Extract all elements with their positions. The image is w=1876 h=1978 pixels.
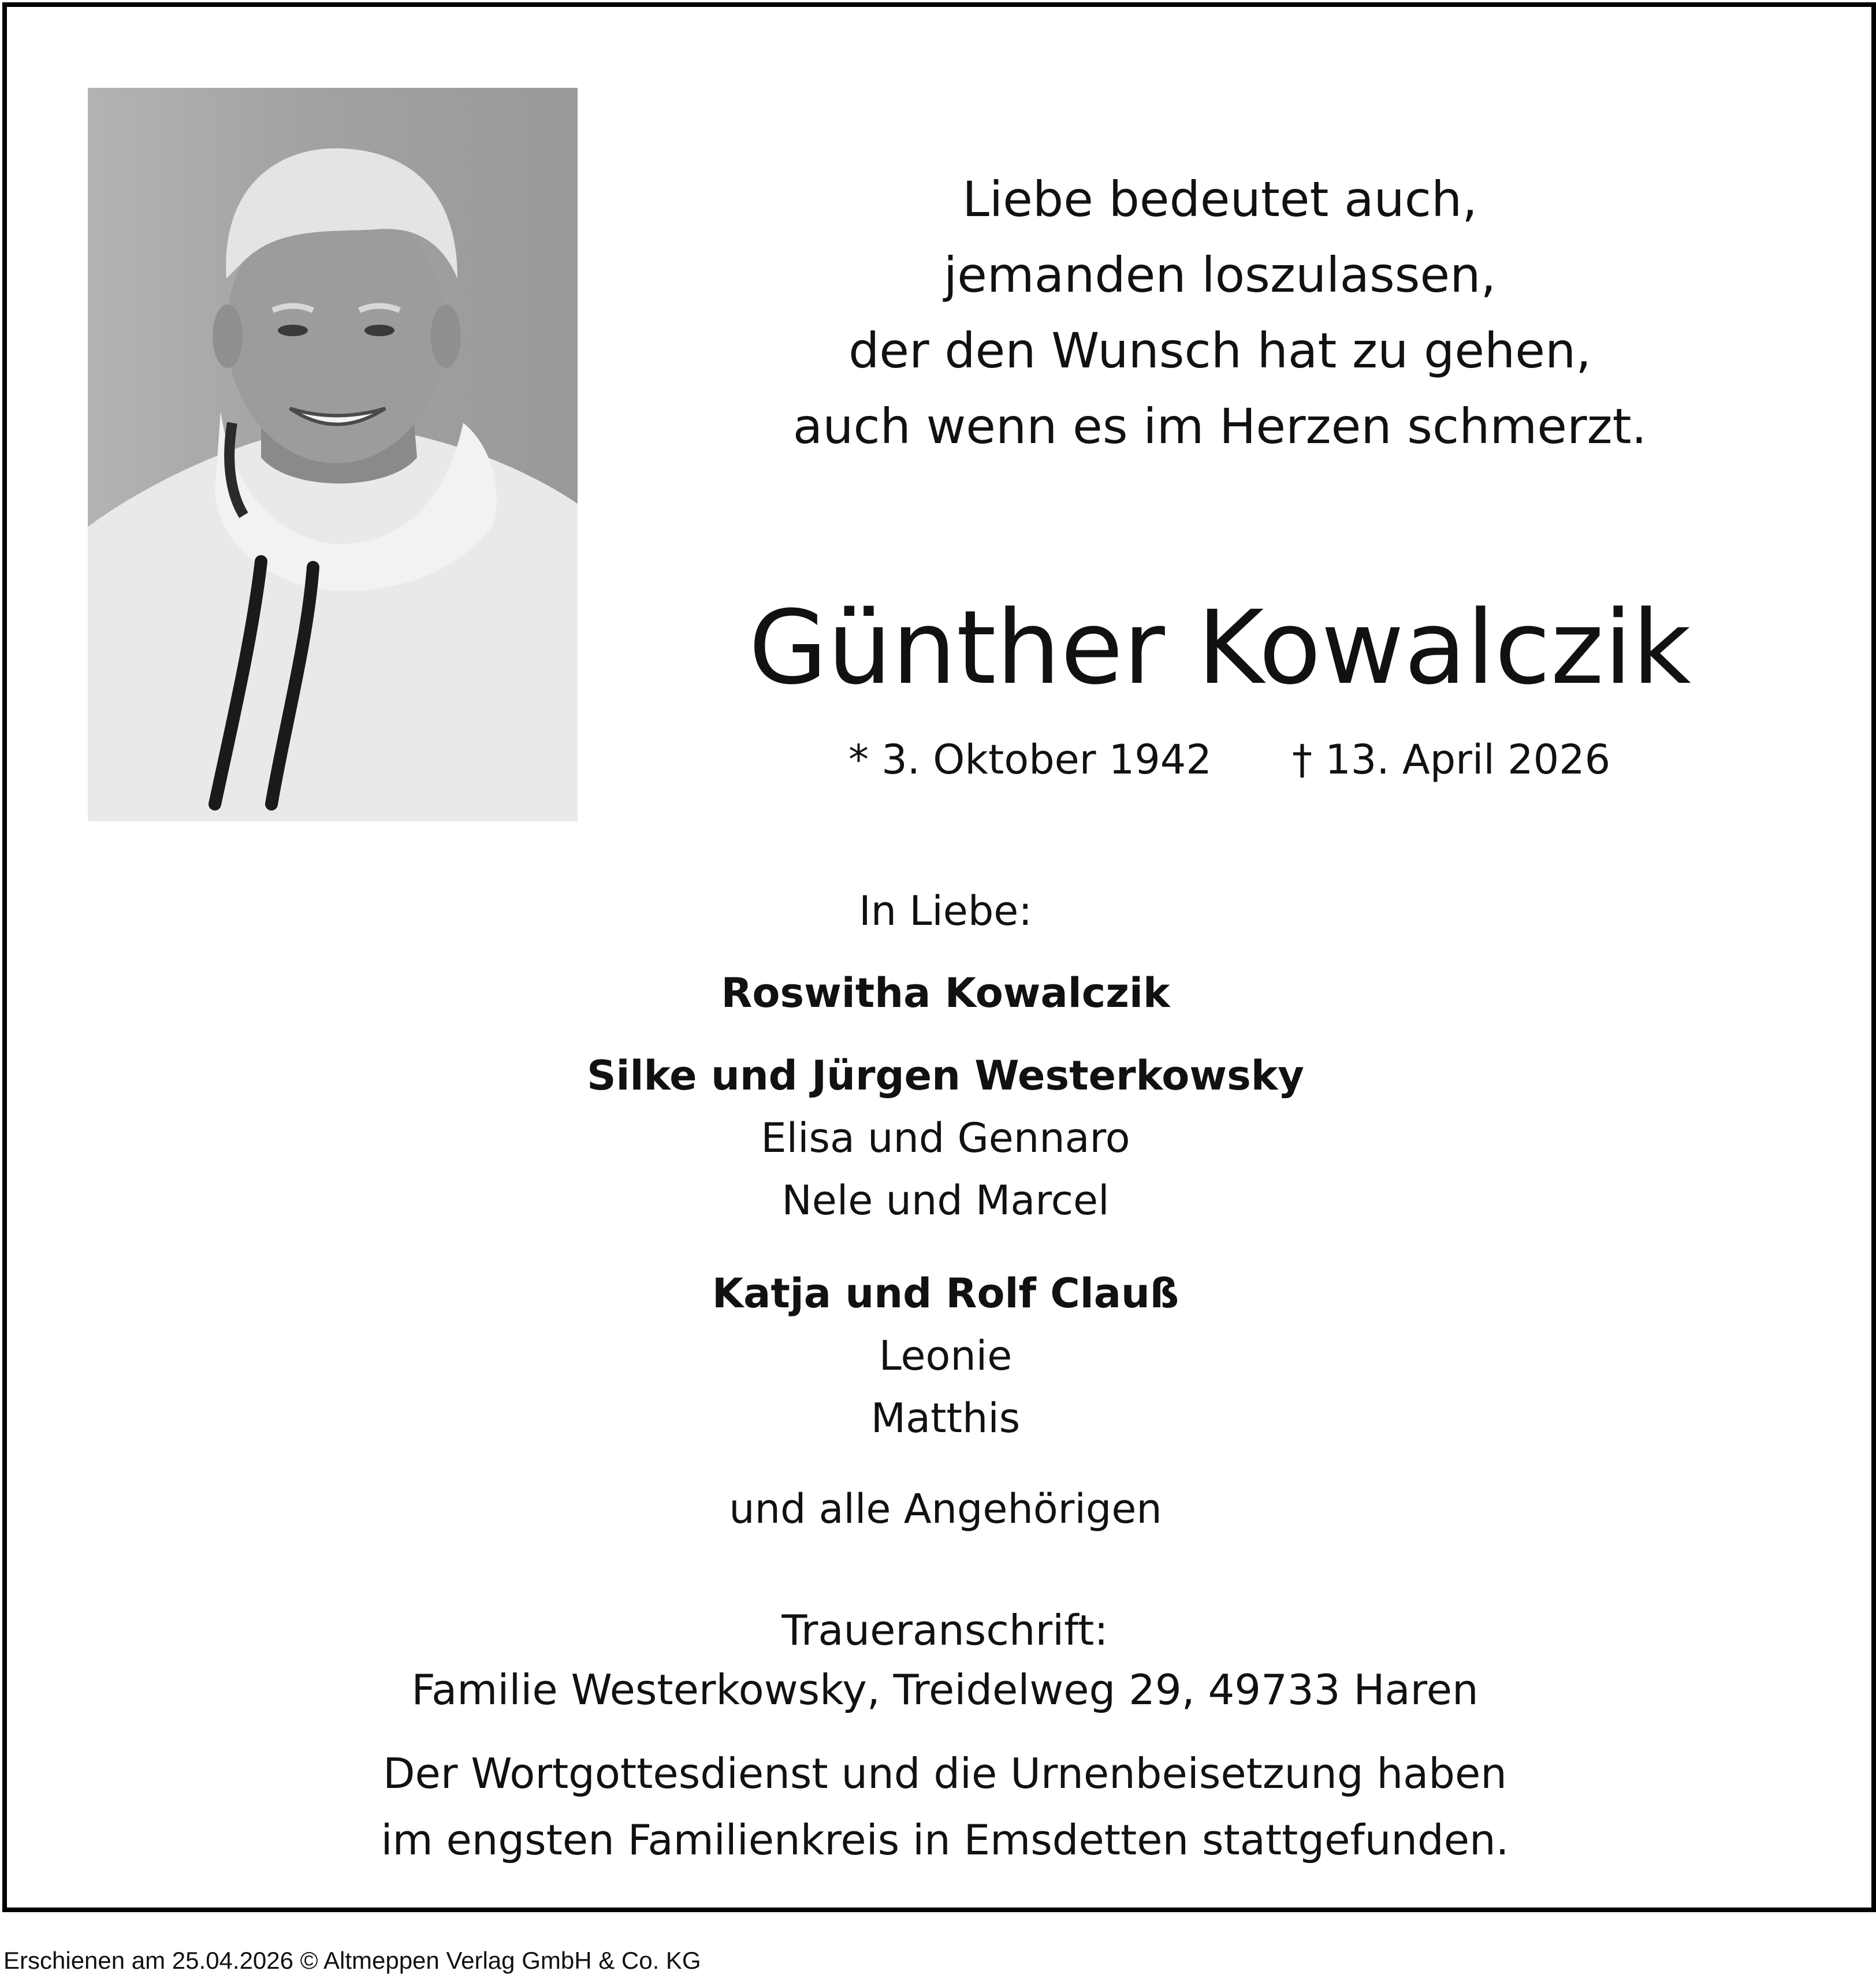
- address-label: Traueranschrift:: [781, 1606, 1108, 1654]
- publication-footer: Erschienen am 25.04.2026 © Altmeppen Verlag GmbH & Co. KG: [3, 1947, 701, 1974]
- family-member: Nele und Marcel: [781, 1177, 1110, 1224]
- address-value: Familie Westerkowsky, Treidelweg 29, 49733 Haren: [411, 1665, 1479, 1714]
- family-head: Katja und Rolf Clauß: [712, 1270, 1179, 1317]
- memorial-verse: [700, 162, 1740, 464]
- verse-line: jemanden loszulassen,: [943, 247, 1497, 303]
- death-date: † 13. April 2026: [1292, 736, 1611, 783]
- obituary-frame: [2, 2, 1876, 1912]
- mourners-closing: und alle Angehörigen: [729, 1485, 1162, 1533]
- service-note-line: Der Wortgottesdienst und die Urnenbeisetzung haben: [383, 1749, 1507, 1798]
- portrait-photo: [88, 88, 578, 821]
- mourner-spouse: Roswitha Kowalczik: [721, 969, 1170, 1017]
- family-member: Matthis: [870, 1395, 1021, 1442]
- service-note-line: im engsten Familienkreis in Emsdetten stattgefunden.: [381, 1816, 1509, 1864]
- mourners-intro: In Liebe:: [859, 887, 1032, 935]
- verse-line: Liebe bedeutet auch,: [962, 171, 1477, 228]
- family-head: Silke und Jürgen Westerkowsky: [587, 1052, 1304, 1099]
- deceased-name: Günther Kowalczik: [749, 589, 1691, 707]
- verse-line: der den Wunsch hat zu gehen,: [848, 322, 1591, 379]
- life-dates: [816, 734, 1624, 786]
- family-member: Elisa und Gennaro: [761, 1114, 1130, 1162]
- birth-date: * 3. Oktober 1942: [848, 736, 1212, 783]
- family-member: Leonie: [879, 1332, 1013, 1380]
- verse-line: auch wenn es im Herzen schmerzt.: [792, 398, 1647, 455]
- portrait-illustration: [88, 88, 578, 821]
